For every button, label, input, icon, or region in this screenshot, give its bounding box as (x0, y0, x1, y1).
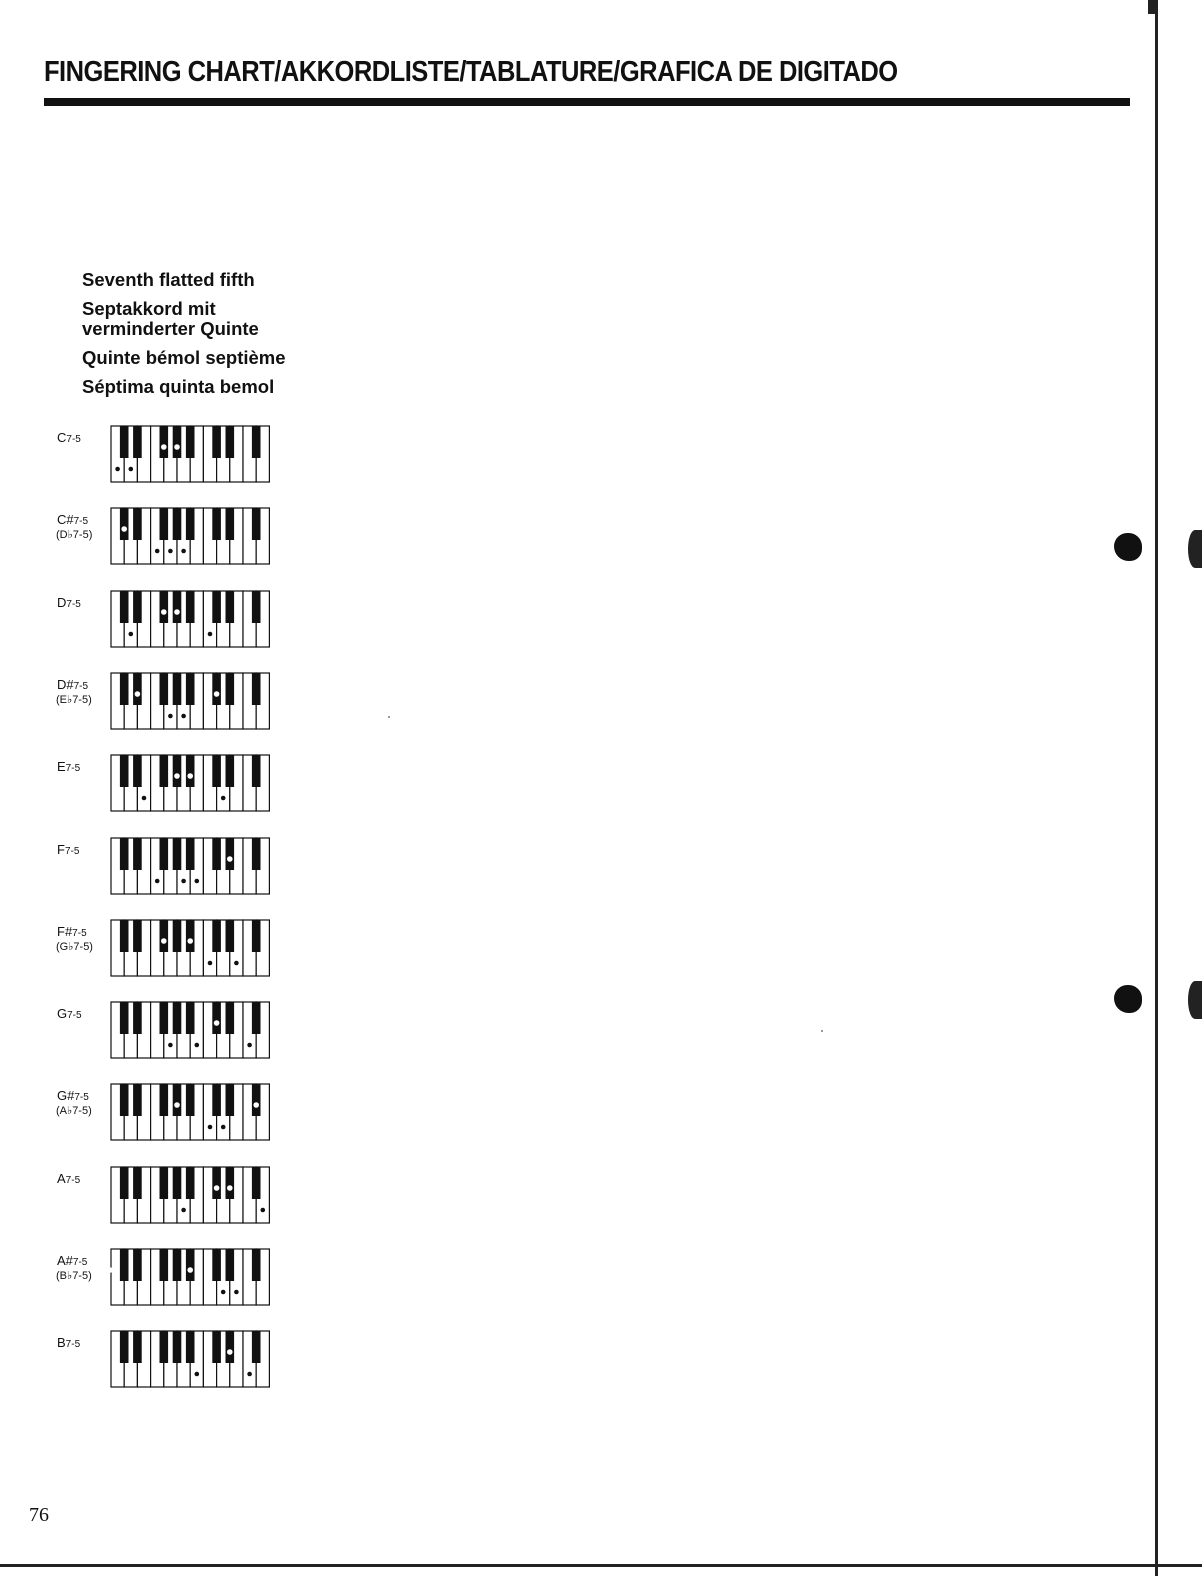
heading-line-german-1: Septakkord mit (82, 298, 216, 319)
white-key-dot (234, 960, 239, 965)
black-key (133, 508, 142, 540)
black-key-dot (187, 938, 193, 944)
white-key-dot (195, 1372, 200, 1377)
black-key (212, 1249, 221, 1281)
black-key (252, 591, 261, 623)
black-key-dot (214, 691, 220, 697)
black-key (120, 1002, 129, 1034)
keyboard-diagram (110, 1001, 272, 1059)
chord-alt-name: (A♭7-5) (56, 1105, 92, 1118)
chord-alt-name: (B♭7-5) (56, 1270, 92, 1282)
black-key-dot (174, 609, 180, 615)
white-key-dot (208, 631, 213, 636)
chord-root: C# (57, 512, 74, 528)
white-key-dot (221, 796, 226, 801)
black-key-dot (174, 444, 180, 450)
chord-suffix: 7-5 (65, 1339, 81, 1351)
black-key-dot (253, 1103, 259, 1109)
black-key-dot (161, 938, 167, 944)
chord-alt-name: (E♭7-5) (56, 693, 92, 706)
chord-name (57, 678, 92, 707)
black-key (120, 673, 129, 705)
chord-name (57, 1254, 92, 1283)
chord-suffix: 7-5 (65, 763, 81, 775)
chord-suffix: 7-5 (66, 434, 81, 445)
black-key (160, 755, 169, 787)
black-key (133, 920, 142, 952)
chord-row (0, 1001, 300, 1061)
heading-line-german-2: verminderter Quinte (82, 318, 259, 339)
chord-suffix: 7-5 (72, 927, 87, 939)
white-key-dot (247, 1043, 252, 1048)
black-key (186, 920, 195, 952)
black-key (252, 1002, 261, 1034)
chord-row (0, 754, 300, 814)
black-key (120, 1331, 129, 1363)
keyboard-diagram (110, 672, 272, 730)
white-key-dot (129, 631, 134, 636)
black-key (133, 673, 142, 705)
white-key-dot (208, 1125, 213, 1130)
black-key (212, 673, 221, 705)
black-key (160, 1167, 169, 1199)
black-key (120, 838, 129, 870)
chord-suffix: 7-5 (67, 1010, 82, 1022)
black-key (160, 1084, 169, 1116)
chord-row (0, 1248, 300, 1308)
chord-root: A# (57, 1253, 73, 1268)
white-key-dot (221, 1125, 226, 1130)
chord-name (57, 513, 92, 542)
black-key (212, 1167, 221, 1199)
chord-suffix: 7-5 (73, 516, 89, 528)
chord-name (57, 596, 81, 611)
black-key (212, 1331, 221, 1363)
black-key (252, 920, 261, 952)
chord-suffix: 7-5 (72, 1257, 88, 1268)
black-key (252, 1084, 261, 1116)
white-key-dot (155, 878, 160, 883)
black-key (173, 508, 182, 540)
chord-root: F (57, 841, 65, 857)
black-key-dot (214, 1185, 220, 1191)
black-key (226, 1002, 235, 1034)
chord-name (57, 1336, 80, 1351)
black-key (186, 673, 195, 705)
black-key (173, 838, 182, 870)
page-edge-corner (1148, 0, 1158, 14)
black-key (226, 838, 235, 870)
black-key (173, 1331, 182, 1363)
chord-alt-name: (D♭7-5) (56, 529, 93, 542)
black-key-dot (227, 1185, 233, 1191)
chord-root: G (57, 1006, 68, 1022)
chord-suffix: 7-5 (65, 1174, 81, 1186)
black-key (186, 591, 195, 623)
chord-name (57, 1007, 82, 1022)
black-key (212, 920, 221, 952)
black-key (173, 673, 182, 705)
black-key (120, 920, 129, 952)
page-title: FINGERING CHART/AKKORDLISTE/TABLATURE/GRAFICA DE DIGITADO (44, 56, 898, 88)
black-key (120, 1084, 129, 1116)
white-key-dot (208, 960, 213, 965)
black-key (186, 838, 195, 870)
black-key (120, 755, 129, 787)
black-key (173, 1002, 182, 1034)
black-key (173, 426, 182, 458)
black-key-dot (214, 1020, 220, 1026)
white-key-dot (195, 878, 200, 883)
black-key (186, 1167, 195, 1199)
black-key (173, 591, 182, 623)
chord-suffix: 7-5 (66, 598, 81, 610)
black-key (133, 591, 142, 623)
chord-row (0, 837, 300, 897)
chord-row (0, 1330, 300, 1390)
paper-speck (821, 1030, 823, 1032)
keyboard-diagram (110, 754, 272, 812)
chord-row (0, 425, 300, 485)
chord-alt-name: (G♭7-5) (56, 940, 93, 953)
chord-suffix: 7-5 (74, 1092, 89, 1104)
white-key-dot (168, 1043, 173, 1048)
chord-name (57, 431, 81, 446)
chord-row (0, 919, 300, 979)
black-key (226, 1331, 235, 1363)
black-key (133, 838, 142, 870)
black-key (160, 1331, 169, 1363)
white-key-dot (181, 549, 186, 554)
chord-row (0, 507, 300, 567)
black-key (226, 1167, 235, 1199)
black-key (186, 1002, 195, 1034)
white-key-dot (247, 1372, 252, 1377)
keyboard-diagram (110, 1083, 272, 1141)
black-key (252, 1249, 261, 1281)
chord-name (57, 843, 79, 858)
black-key-dot (187, 773, 193, 779)
black-key (160, 673, 169, 705)
black-key-dot (161, 444, 167, 450)
black-key-dot (121, 526, 127, 532)
chord-row (0, 672, 300, 732)
binder-hole-upper (1114, 533, 1142, 561)
keyboard-diagram (110, 507, 272, 565)
white-key-dot (168, 549, 173, 554)
black-key (133, 1084, 142, 1116)
white-key-dot (168, 714, 173, 719)
black-key-dot (174, 1103, 180, 1109)
black-key (212, 508, 221, 540)
chord-name (57, 1089, 92, 1118)
chord-root: D# (57, 676, 74, 692)
binder-hole-cut-lower (1188, 981, 1202, 1019)
black-key (160, 920, 169, 952)
white-key-dot (181, 714, 186, 719)
black-key (133, 1167, 142, 1199)
white-key-dot (142, 796, 147, 801)
keyboard-diagram (110, 1330, 272, 1388)
black-key (212, 1084, 221, 1116)
black-key (120, 508, 129, 540)
black-key (120, 591, 129, 623)
white-key-dot (155, 549, 160, 554)
black-key-dot (161, 609, 167, 615)
chord-root: A (57, 1170, 66, 1186)
black-key-dot (174, 773, 180, 779)
black-key (252, 1331, 261, 1363)
black-key (160, 838, 169, 870)
black-key (186, 426, 195, 458)
chord-root: G# (57, 1088, 75, 1104)
white-key-dot (234, 1290, 239, 1295)
binder-hole-lower (1114, 985, 1142, 1013)
black-key (226, 426, 235, 458)
chord-row (0, 1083, 300, 1143)
black-key (160, 1002, 169, 1034)
black-key (133, 1249, 142, 1281)
black-key (120, 1167, 129, 1199)
black-key (212, 1002, 221, 1034)
black-key (160, 1249, 169, 1281)
chord-name (57, 1172, 80, 1187)
keyboard-diagram (110, 1248, 272, 1306)
chord-root: D (57, 594, 67, 610)
black-key (226, 508, 235, 540)
black-key (186, 755, 195, 787)
heading-line-french: Quinte bémol septième (82, 347, 286, 368)
paper-speck (388, 716, 390, 718)
white-key-dot (129, 467, 134, 472)
black-key-dot (227, 856, 233, 862)
section-heading (82, 270, 402, 406)
black-key (252, 673, 261, 705)
black-key (120, 426, 129, 458)
white-key-dot (221, 1290, 226, 1295)
chord-row (0, 590, 300, 650)
black-key (173, 1167, 182, 1199)
black-key (120, 1249, 129, 1281)
black-key (226, 1249, 235, 1281)
black-key (173, 1249, 182, 1281)
black-key (173, 1084, 182, 1116)
chord-root: B (57, 1335, 66, 1351)
chord-name (57, 760, 80, 775)
black-key (252, 755, 261, 787)
black-key (186, 508, 195, 540)
black-key (252, 838, 261, 870)
chord-row (0, 1166, 300, 1226)
chord-root: F# (57, 923, 73, 939)
black-key (133, 1002, 142, 1034)
chord-suffix: 7-5 (73, 680, 89, 692)
black-key (160, 591, 169, 623)
black-key (226, 1084, 235, 1116)
binder-hole-cut-upper (1188, 530, 1202, 568)
keyboard-diagram (110, 590, 272, 648)
black-key (252, 508, 261, 540)
white-key-dot (115, 467, 120, 472)
black-key (226, 920, 235, 952)
black-key (186, 1084, 195, 1116)
title-rule (44, 98, 1130, 106)
black-key (226, 673, 235, 705)
heading-line-english: Seventh flatted fifth (82, 269, 255, 290)
black-key (252, 1167, 261, 1199)
page-edge-right (1155, 0, 1158, 1576)
black-key (212, 755, 221, 787)
black-key (186, 1331, 195, 1363)
black-key (173, 920, 182, 952)
black-key (226, 755, 235, 787)
chord-root: E (57, 759, 66, 775)
black-key (212, 591, 221, 623)
white-key-dot (181, 1207, 186, 1212)
black-key (133, 755, 142, 787)
page-number: 76 (29, 1504, 49, 1526)
black-key (160, 426, 169, 458)
black-key (212, 426, 221, 458)
black-key (133, 426, 142, 458)
white-key-dot (261, 1207, 266, 1212)
keyboard-diagram (110, 837, 272, 895)
black-key (160, 508, 169, 540)
keyboard-diagram (110, 1166, 272, 1224)
page-edge-bottom (0, 1564, 1202, 1567)
black-key-dot (135, 691, 141, 697)
black-key-dot (187, 1267, 193, 1273)
keyboard-diagram (110, 425, 272, 483)
black-key (252, 426, 261, 458)
black-key-dot (227, 1349, 233, 1355)
keyboard-diagram (110, 919, 272, 977)
heading-line-spanish: Séptima quinta bemol (82, 376, 275, 397)
chord-suffix: 7-5 (64, 845, 80, 857)
chord-name (57, 925, 93, 954)
black-key (133, 1331, 142, 1363)
black-key (226, 591, 235, 623)
black-key (186, 1249, 195, 1281)
white-key-dot (195, 1043, 200, 1048)
chord-root: C (57, 430, 67, 445)
white-key-dot (181, 878, 186, 883)
black-key (173, 755, 182, 787)
black-key (212, 838, 221, 870)
